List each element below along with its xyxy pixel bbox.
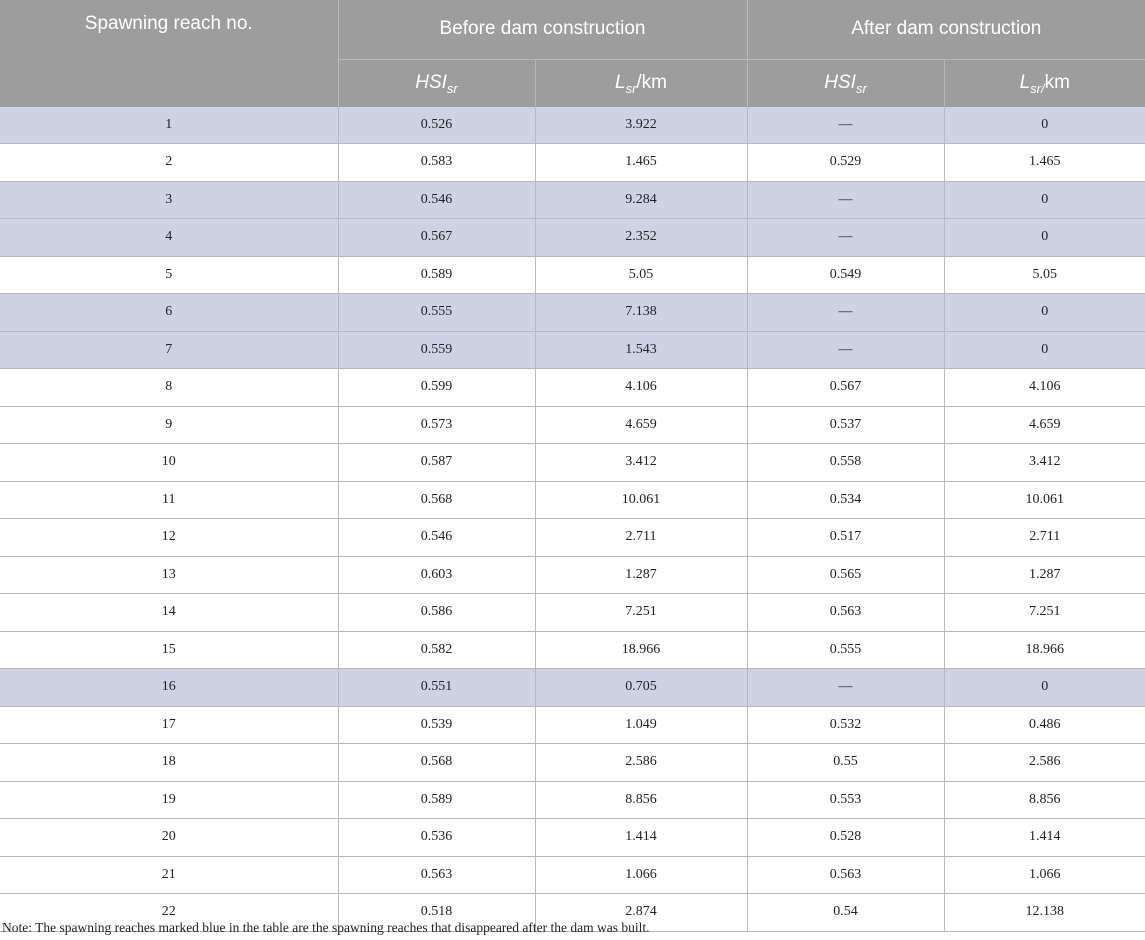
- lsr-after-cell: 3.412: [944, 444, 1145, 482]
- table-row: [0, 369, 1145, 407]
- table-note: Note: The spawning reaches marked blue in the table are the spawning reaches that disappeared after the dam was built.: [2, 920, 650, 935]
- hsi-before-cell: 0.583: [338, 144, 535, 182]
- table-row: [0, 219, 1145, 257]
- hsi-before-cell: 0.603: [338, 556, 535, 594]
- header-hsi-after: [747, 59, 944, 107]
- lsr-before-cell: 2.711: [535, 519, 747, 557]
- hsi-after-cell: 0.54: [747, 894, 944, 932]
- hsi-label: HSI: [824, 72, 856, 93]
- reach-no-cell: 18: [0, 744, 338, 782]
- reach-no-cell: 21: [0, 856, 338, 894]
- table-row: [0, 181, 1145, 219]
- hsi-after-cell: 0.549: [747, 256, 944, 294]
- reach-no-cell: 14: [0, 594, 338, 632]
- hsi-after-cell: 0.517: [747, 519, 944, 557]
- reach-no-cell: 16: [0, 669, 338, 707]
- lsr-subscript: sr/: [1030, 81, 1045, 96]
- lsr-after-cell: 0: [944, 294, 1145, 332]
- hsi-label: HSI: [415, 72, 447, 93]
- table-row: [0, 706, 1145, 744]
- hsi-before-cell: 0.546: [338, 181, 535, 219]
- hsi-before-cell: 0.518: [338, 894, 535, 932]
- lsr-before-cell: 2.874: [535, 894, 747, 932]
- lsr-before-cell: 4.106: [535, 369, 747, 407]
- hsi-after-cell: 0.567: [747, 369, 944, 407]
- table-row: [0, 819, 1145, 857]
- reach-no-cell: 1: [0, 107, 338, 144]
- reach-no-cell: 5: [0, 256, 338, 294]
- hsi-subscript: sr: [855, 81, 867, 96]
- lsr-after-cell: 8.856: [944, 781, 1145, 819]
- lsr-unit: km: [1044, 72, 1070, 93]
- table-row: [0, 556, 1145, 594]
- reach-no-cell: 3: [0, 181, 338, 219]
- reach-no-cell: 10: [0, 444, 338, 482]
- hsi-before-cell: 0.568: [338, 481, 535, 519]
- hsi-after-cell: —: [747, 669, 944, 707]
- table-row: [0, 856, 1145, 894]
- header-lsr-after: [944, 59, 1145, 107]
- hsi-after-cell: 0.563: [747, 594, 944, 632]
- lsr-before-cell: 2.586: [535, 744, 747, 782]
- lsr-after-cell: 4.106: [944, 369, 1145, 407]
- hsi-after-cell: 0.55: [747, 744, 944, 782]
- header-hsi-before: [338, 59, 535, 107]
- table-row: [0, 144, 1145, 182]
- hsi-before-cell: 0.586: [338, 594, 535, 632]
- lsr-label: L: [1019, 72, 1031, 93]
- lsr-after-cell: 1.465: [944, 144, 1145, 182]
- hsi-before-cell: 0.582: [338, 631, 535, 669]
- table-row: [0, 481, 1145, 519]
- hsi-before-cell: 0.573: [338, 406, 535, 444]
- hsi-before-cell: 0.587: [338, 444, 535, 482]
- hsi-before-cell: 0.546: [338, 519, 535, 557]
- reach-no-cell: 9: [0, 406, 338, 444]
- table-row: [0, 781, 1145, 819]
- hsi-after-cell: 0.563: [747, 856, 944, 894]
- table-row: [0, 669, 1145, 707]
- hsi-before-cell: 0.536: [338, 819, 535, 857]
- hsi-after-cell: —: [747, 107, 944, 144]
- lsr-label: L: [614, 72, 626, 93]
- hsi-after-cell: 0.529: [747, 144, 944, 182]
- table-row: [0, 107, 1145, 144]
- lsr-before-cell: 3.922: [535, 107, 747, 144]
- hsi-before-cell: 0.539: [338, 706, 535, 744]
- reach-no-cell: 4: [0, 219, 338, 257]
- reach-no-cell: 2: [0, 144, 338, 182]
- lsr-after-cell: 1.066: [944, 856, 1145, 894]
- table-row: [0, 444, 1145, 482]
- hsi-after-cell: —: [747, 181, 944, 219]
- lsr-after-cell: 0: [944, 181, 1145, 219]
- hsi-before-cell: 0.555: [338, 294, 535, 332]
- hsi-before-cell: 0.589: [338, 256, 535, 294]
- hsi-before-cell: 0.567: [338, 219, 535, 257]
- lsr-before-cell: 1.049: [535, 706, 747, 744]
- lsr-before-cell: 7.138: [535, 294, 747, 332]
- header-after-dam: After dam construction: [747, 0, 1145, 59]
- reach-no-cell: 19: [0, 781, 338, 819]
- table-row: [0, 331, 1145, 369]
- lsr-before-cell: 2.352: [535, 219, 747, 257]
- lsr-before-cell: 5.05: [535, 256, 747, 294]
- hsi-after-cell: 0.537: [747, 406, 944, 444]
- hsi-after-cell: 0.558: [747, 444, 944, 482]
- reach-no-cell: 8: [0, 369, 338, 407]
- hsi-before-cell: 0.589: [338, 781, 535, 819]
- header-reach-no-blank: [0, 59, 338, 107]
- reach-no-cell: 6: [0, 294, 338, 332]
- lsr-after-cell: 2.711: [944, 519, 1145, 557]
- lsr-before-cell: 3.412: [535, 444, 747, 482]
- header-before-dam: Before dam construction: [338, 0, 747, 59]
- reach-no-cell: 13: [0, 556, 338, 594]
- lsr-before-cell: 18.966: [535, 631, 747, 669]
- table-row: [0, 631, 1145, 669]
- lsr-before-cell: 1.465: [535, 144, 747, 182]
- lsr-after-cell: 5.05: [944, 256, 1145, 294]
- lsr-after-cell: 12.138: [944, 894, 1145, 932]
- reach-no-cell: 22: [0, 894, 338, 932]
- table-row: [0, 744, 1145, 782]
- hsi-after-cell: 0.528: [747, 819, 944, 857]
- lsr-before-cell: 1.543: [535, 331, 747, 369]
- lsr-after-cell: 7.251: [944, 594, 1145, 632]
- hsi-before-cell: 0.599: [338, 369, 535, 407]
- hsi-after-cell: —: [747, 331, 944, 369]
- table-body: [0, 107, 1145, 932]
- reach-no-cell: 12: [0, 519, 338, 557]
- header-row-groups: [0, 0, 1145, 59]
- reach-no-cell: 11: [0, 481, 338, 519]
- lsr-before-cell: 1.414: [535, 819, 747, 857]
- lsr-unit: /km: [636, 72, 668, 93]
- lsr-after-cell: 0.486: [944, 706, 1145, 744]
- table-header: [0, 0, 1145, 107]
- hsi-after-cell: 0.565: [747, 556, 944, 594]
- lsr-before-cell: 8.856: [535, 781, 747, 819]
- hsi-after-cell: 0.555: [747, 631, 944, 669]
- lsr-after-cell: 1.287: [944, 556, 1145, 594]
- lsr-subscript: sr: [625, 81, 637, 96]
- hsi-before-cell: 0.526: [338, 107, 535, 144]
- lsr-before-cell: 4.659: [535, 406, 747, 444]
- reach-no-cell: 15: [0, 631, 338, 669]
- lsr-after-cell: 10.061: [944, 481, 1145, 519]
- hsi-before-cell: 0.563: [338, 856, 535, 894]
- hsi-before-cell: 0.559: [338, 331, 535, 369]
- lsr-before-cell: 0.705: [535, 669, 747, 707]
- hsi-after-cell: —: [747, 294, 944, 332]
- table-row: [0, 294, 1145, 332]
- hsi-after-cell: 0.534: [747, 481, 944, 519]
- table-row: [0, 594, 1145, 632]
- hsi-before-cell: 0.568: [338, 744, 535, 782]
- lsr-after-cell: 0: [944, 331, 1145, 369]
- header-lsr-before: [535, 59, 747, 107]
- table-row: [0, 256, 1145, 294]
- lsr-before-cell: 1.287: [535, 556, 747, 594]
- hsi-before-cell: 0.551: [338, 669, 535, 707]
- lsr-after-cell: 18.966: [944, 631, 1145, 669]
- table-row: [0, 406, 1145, 444]
- lsr-before-cell: 10.061: [535, 481, 747, 519]
- lsr-after-cell: 2.586: [944, 744, 1145, 782]
- lsr-after-cell: 0: [944, 669, 1145, 707]
- header-row-variables: [0, 59, 1145, 107]
- lsr-after-cell: 0: [944, 219, 1145, 257]
- header-reach-no: Spawning reach no.: [0, 0, 338, 59]
- hsi-after-cell: 0.553: [747, 781, 944, 819]
- table-row: [0, 519, 1145, 557]
- hsi-after-cell: —: [747, 219, 944, 257]
- lsr-after-cell: 1.414: [944, 819, 1145, 857]
- lsr-before-cell: 1.066: [535, 856, 747, 894]
- hsi-after-cell: 0.532: [747, 706, 944, 744]
- lsr-after-cell: 0: [944, 107, 1145, 144]
- lsr-after-cell: 4.659: [944, 406, 1145, 444]
- reach-no-cell: 20: [0, 819, 338, 857]
- lsr-before-cell: 9.284: [535, 181, 747, 219]
- reach-no-cell: 17: [0, 706, 338, 744]
- hsi-subscript: sr: [446, 81, 458, 96]
- reach-no-cell: 7: [0, 331, 338, 369]
- lsr-before-cell: 7.251: [535, 594, 747, 632]
